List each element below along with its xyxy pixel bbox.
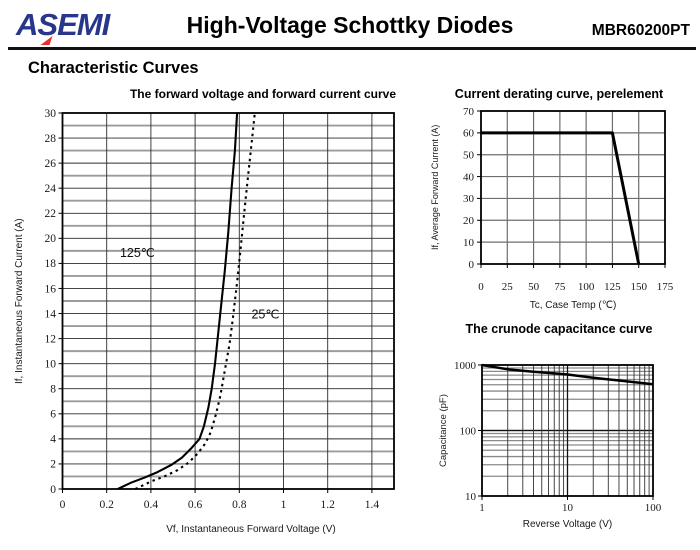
- y-tick-label: 0: [50, 483, 56, 496]
- x-tick-label: 100: [577, 281, 595, 293]
- y-tick-label: 18: [44, 258, 56, 271]
- section-title: Characteristic Curves: [28, 59, 199, 77]
- series-label: 25℃: [251, 307, 280, 322]
- x-tick-label: 100: [644, 502, 662, 514]
- x-tick-label: 0.4: [143, 499, 159, 511]
- x-tick-label: 125: [604, 281, 621, 293]
- y-tick-label: 24: [44, 183, 56, 195]
- derating-chart-xlabel: Tc, Case Temp (℃): [529, 300, 617, 311]
- x-tick-label: 50: [528, 281, 540, 293]
- y-tick-label: 12: [44, 333, 56, 346]
- y-tick-label: 60: [463, 127, 474, 140]
- y-tick-label: 50: [463, 149, 474, 162]
- y-tick-label: 8: [50, 383, 56, 396]
- capacitance-chart-title: The crunode capacitance curve: [465, 322, 653, 336]
- x-tick-label: 0.8: [232, 499, 247, 511]
- y-tick-label: 30: [44, 107, 56, 120]
- x-tick-label: 1: [479, 502, 485, 514]
- y-tick-label: 30: [463, 193, 474, 206]
- x-tick-label: 75: [554, 281, 566, 293]
- x-tick-label: 0.6: [187, 499, 203, 511]
- x-tick-label: 0: [478, 281, 484, 293]
- x-tick-label: 0.2: [99, 499, 114, 511]
- capacitance-chart-xlabel: Reverse Voltage (V): [522, 519, 613, 530]
- derating-chart-ylabel: If, Average Forward Current (A): [430, 124, 440, 251]
- x-tick-label: 175: [656, 281, 674, 293]
- y-tick-label: 2: [50, 458, 56, 471]
- y-tick-label: 70: [463, 105, 474, 118]
- capacitance-chart-ylabel: Capacitance (pF): [438, 394, 449, 467]
- y-tick-label: 26: [44, 157, 56, 170]
- x-tick-label: 1: [280, 499, 287, 511]
- y-tick-label: 16: [44, 283, 56, 296]
- x-tick-label: 10: [562, 502, 573, 514]
- x-tick-label: 1.4: [364, 499, 380, 511]
- y-tick-label: 10: [44, 358, 56, 371]
- y-tick-label: 22: [44, 208, 56, 221]
- y-tick-label: 28: [44, 132, 56, 145]
- x-tick-label: 25: [501, 281, 513, 293]
- series-label: 125℃: [119, 246, 155, 261]
- y-tick-label: 20: [463, 215, 474, 228]
- x-tick-label: 0: [59, 499, 66, 511]
- forward-chart-title: The forward voltage and forward current curve: [129, 87, 397, 101]
- y-tick-label: 14: [44, 308, 56, 321]
- y-tick-label: 4: [50, 433, 56, 446]
- forward-chart-xlabel: Vf, Instantaneous Forward Voltage (V): [166, 524, 336, 535]
- forward-chart-ylabel: If, Instantaneous Forward Current (A): [14, 218, 25, 384]
- derating-chart-title: Current derating curve, perelement: [454, 87, 664, 101]
- y-tick-label: 10: [465, 490, 476, 503]
- y-tick-label: 20: [44, 233, 56, 246]
- x-tick-label: 1.2: [320, 499, 335, 511]
- part-number: MBR60200PT: [591, 22, 690, 39]
- y-tick-label: 0: [468, 258, 474, 271]
- page-title: High-Voltage Schottky Diodes: [186, 12, 514, 38]
- y-tick-label: 1000: [454, 359, 476, 372]
- x-tick-label: 150: [630, 281, 647, 293]
- y-tick-label: 40: [463, 171, 474, 184]
- y-tick-label: 10: [463, 236, 474, 249]
- y-tick-label: 6: [50, 408, 56, 421]
- asemi-logo-text: ASEMI: [16, 7, 110, 42]
- y-tick-label: 100: [459, 425, 476, 438]
